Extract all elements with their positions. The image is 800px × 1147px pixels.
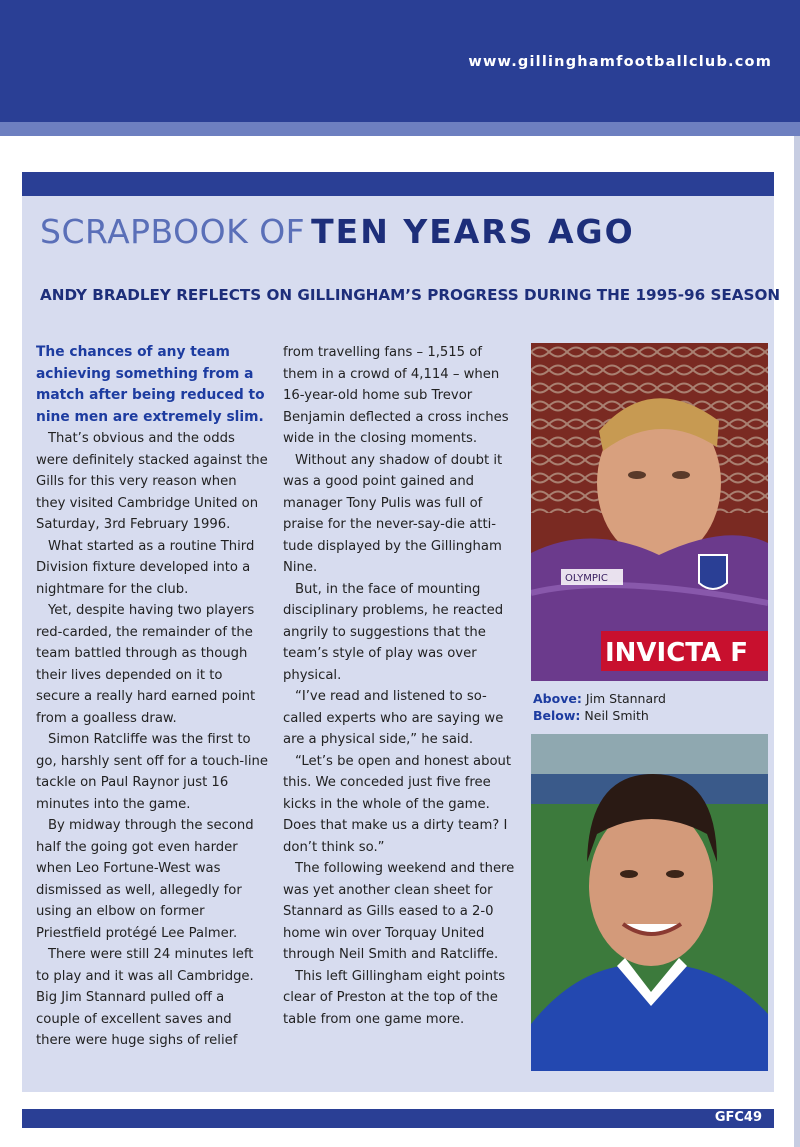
footer-bar: [22, 1109, 774, 1128]
paragraph: By midway through the second half the going got even harder when Leo Fortune-West was dismissed as well, allegedly for using an elbow on former Priestfield protégé Lee Palmer.: [36, 818, 254, 941]
paragraph: “I’ve read and listened to so-called experts who are saying we are a physical side,” he said.: [283, 689, 504, 747]
website-url[interactable]: www.gillinghamfootballclub.com: [468, 54, 772, 70]
page-edge: [794, 136, 800, 1147]
paragraph: But, in the face of mounting disciplinary problems, he reacted angrily to suggestions that the team’s style of play was over physical.: [283, 581, 504, 683]
brand-text: OLYMPIC: [565, 573, 608, 584]
caption-below-name: Neil Smith: [584, 708, 649, 723]
paragraph-continued: from travelling fans – 1,515 of them in a crowd of 4,114 – when 16-year-old home sub Trevor Benjamin deflected a cross inches wide in the closing moments.: [283, 345, 509, 446]
page-number: GFC49: [714, 1110, 762, 1125]
photo-caption: [533, 690, 666, 724]
paragraph: That’s obvious and the odds were definitely stacked against the Gills for this very reason when they visited Cambridge United on Saturday, 3rd February 1996.: [36, 431, 268, 532]
article-title: [40, 212, 635, 251]
paragraph: There were still 24 minutes left to play and it was all Cambridge. Big Jim Stannard pulled off a couple of excellent saves and there were huge sighs of relief: [36, 947, 254, 1048]
photo-jim-stannard: [531, 343, 768, 681]
caption-below-label: Below:: [533, 708, 581, 723]
intro-paragraph: The chances of any team achieving something from a match after being reduced to nine men are extremely slim.: [36, 344, 265, 425]
article-subtitle: ANDY BRADLEY REFLECTS ON GILLINGHAM’S PROGRESS DURING THE 1995-96 SEASON: [40, 286, 781, 304]
paragraph: Simon Ratcliffe was the first to go, harshly sent off for a touch-line tackle on Paul Raynor just 16 minutes into the game.: [36, 732, 268, 812]
paragraph: Without any shadow of doubt it was a good point gained and manager Tony Pulis was full of praise for the never-say-die atti-tude displayed by the Gillingham Nine.: [283, 452, 503, 575]
sponsor-text: INVICTA F: [605, 638, 748, 668]
player-photo: [531, 734, 768, 1071]
paragraph: What started as a routine Third Division fixture developed into a nightmare for the club.: [36, 538, 255, 597]
goalkeeper-photo: [531, 343, 768, 681]
paragraph: The following weekend and there was yet another clean sheet for Stannard as Gills eased to a 2-0 home win over Torquay United through Neil Smith and Ratcliffe.: [283, 861, 515, 962]
article-column-2: [283, 342, 519, 1030]
article-column-1: [36, 342, 268, 1052]
paragraph: Yet, despite having two players red-carded, the remainder of the team battled through as though their lives depended on it to secure a really hard earned point from a goalless draw.: [36, 603, 256, 726]
caption-above-name: Jim Stannard: [585, 691, 666, 706]
caption-above-label: Above:: [533, 691, 582, 706]
header-strip: [0, 122, 800, 136]
title-bold: TEN YEARS AGO: [311, 212, 635, 251]
paragraph: This left Gillingham eight points clear of Preston at the top of the table from one game more.: [283, 968, 506, 1027]
title-light: SCRAPBOOK OF: [40, 212, 306, 251]
photo-neil-smith: [531, 734, 768, 1071]
panel-header-bar: [22, 172, 774, 196]
paragraph: “Let’s be open and honest about this. We conceded just five free kicks in the whole of the game. Does that make us a dirty team? I don’t think so.”: [283, 753, 512, 855]
